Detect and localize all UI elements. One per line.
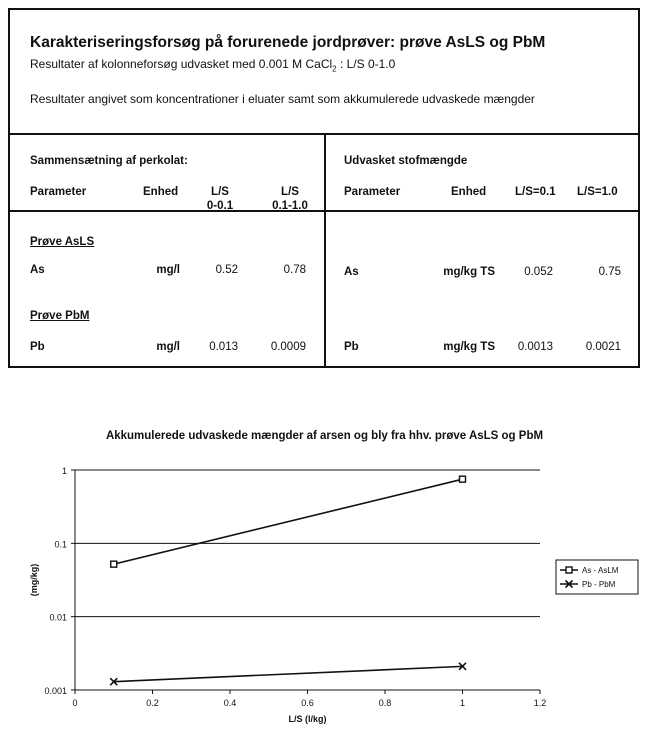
right-row1-v2: 0.75 <box>598 266 621 278</box>
left-col-ls1-label: L/S <box>211 186 229 198</box>
left-row2-v2: 0.0009 <box>270 341 306 353</box>
left-col-parameter: Parameter <box>30 186 87 198</box>
subtitle-range: : L/S 0-1.0 <box>336 57 396 71</box>
left-row2-v1: 0.013 <box>209 341 238 353</box>
legend-marker-1 <box>566 567 572 573</box>
x-axis-label: L/S (l/kg) <box>288 714 327 724</box>
y-tick-label: 0.01 <box>49 612 67 623</box>
left-row1-unit: mg/l <box>156 264 180 276</box>
right-row1-param: As <box>344 266 359 278</box>
x-tick-label: 0.4 <box>223 698 237 708</box>
y-tick-label: 0.001 <box>44 686 67 696</box>
left-heading: Sammensætning af perkolat: <box>30 155 188 167</box>
x-tick-label: 0.2 <box>146 698 159 708</box>
x-tick-label: 0 <box>72 698 78 708</box>
sample-label-asls: Prøve AsLS <box>30 236 95 248</box>
data-point-1 <box>111 561 117 567</box>
right-row1-unit: mg/kg TS <box>443 266 495 278</box>
right-row2-unit: mg/kg TS <box>443 341 495 353</box>
left-col-ls2-range: 0.1-1.0 <box>272 200 308 212</box>
right-heading: Udvasket stofmængde <box>344 155 468 167</box>
page-note: Resultater angivet som koncentrationer i eluater samt som akkumulerede udvaskede mængder <box>30 92 535 106</box>
series-line-1 <box>114 479 463 564</box>
report-header <box>10 10 638 135</box>
sample-label-pbm: Prøve PbM <box>30 310 90 322</box>
left-row1-v2: 0.78 <box>283 264 306 276</box>
right-col-parameter: Parameter <box>344 186 401 198</box>
x-tick-label: 0.6 <box>301 698 314 708</box>
y-tick-label: 0.1 <box>54 539 67 550</box>
column-divider <box>324 135 326 366</box>
header-divider <box>10 210 638 212</box>
subtitle-subscript: 2 <box>332 64 337 74</box>
chart-svg <box>0 420 649 734</box>
chart <box>0 420 649 734</box>
left-row1-param: As <box>30 264 45 276</box>
left-col-unit: Enhed <box>143 186 179 198</box>
left-row1-v1: 0.52 <box>215 264 238 276</box>
x-tick-label: 1 <box>459 698 466 708</box>
left-row2-unit: mg/l <box>156 341 180 353</box>
right-row2-param: Pb <box>344 341 359 353</box>
right-col-unit: Enhed <box>451 186 487 198</box>
left-row2-param: Pb <box>30 341 45 353</box>
left-col-ls1-range: 0-0.1 <box>206 200 234 212</box>
left-col-ls2-label: L/S <box>281 186 299 198</box>
series-line-2 <box>114 666 463 681</box>
subtitle-text: Resultater af kolonneforsøg udvasket med 0.001 M CaCl <box>30 57 333 71</box>
x-tick-label: 1.2 <box>533 698 547 708</box>
right-col-ls1: L/S=0.1 <box>515 186 556 198</box>
right-col-ls2: L/S=1.0 <box>577 186 618 198</box>
y-tick-label: 1 <box>61 466 67 476</box>
data-point-1 <box>460 476 466 482</box>
right-row2-v1: 0.0013 <box>517 341 553 353</box>
legend-label-2: Pb - PbM <box>582 580 616 589</box>
legend-label-1: As - AsLM <box>582 566 619 575</box>
chart-title: Akkumulerede udvaskede mængder af arsen og bly fra hhv. prøve AsLS og PbM <box>105 430 544 442</box>
page-subtitle <box>30 57 395 73</box>
report-table <box>8 8 640 368</box>
right-row1-v1: 0.052 <box>524 266 553 278</box>
x-tick-label: 0.8 <box>378 698 392 708</box>
y-axis-label: (mg/kg) <box>29 563 39 597</box>
right-row2-v2: 0.0021 <box>585 341 621 353</box>
page-title: Karakteriseringsforsøg på forurenede jordprøver: prøve AsLS og PbM <box>30 34 546 51</box>
